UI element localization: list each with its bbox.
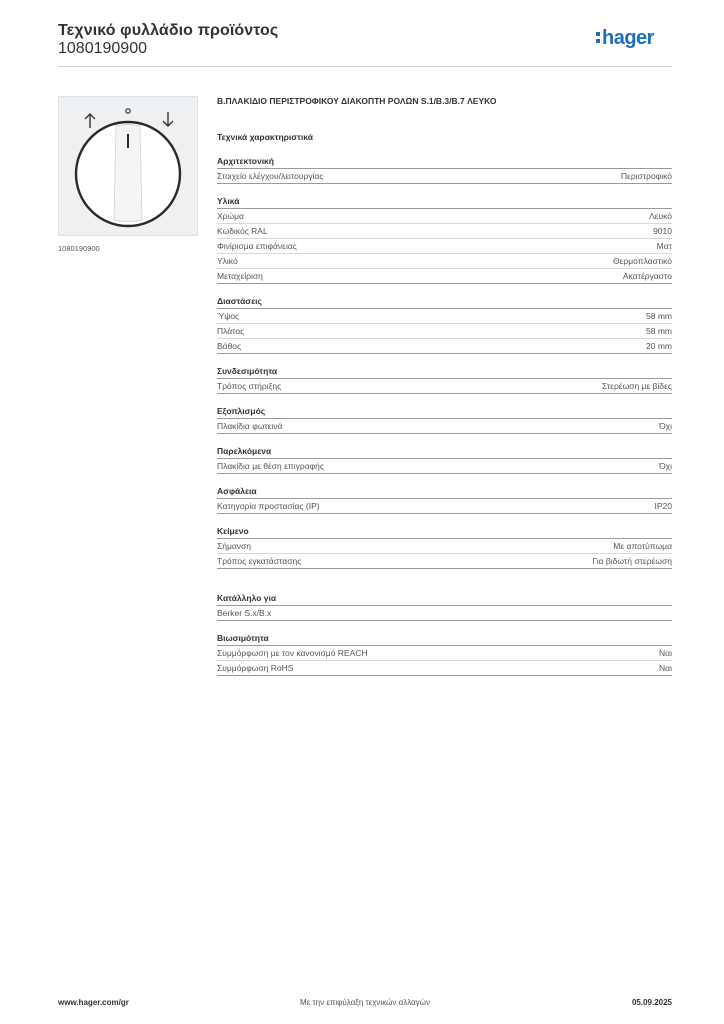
document-title: Τεχνικό φυλλάδιο προϊόντος	[58, 22, 279, 39]
hager-logo	[596, 26, 676, 54]
spec-group	[217, 154, 672, 184]
spec-value: Περιστροφικό	[620, 171, 672, 181]
spec-group	[217, 524, 672, 569]
position-dot-icon	[126, 109, 130, 113]
spec-value: Ναι	[659, 648, 672, 658]
spec-value: 20 mm	[646, 341, 672, 351]
spec-label: Μεταχείριση	[217, 271, 263, 281]
spec-row	[217, 338, 672, 354]
spec-value: Θερμοπλαστικό	[612, 256, 672, 266]
spec-label: Συμμόρφωση με τον κανονισμό REACH	[217, 648, 368, 658]
spec-label: Συμμόρφωση RoHS	[217, 663, 294, 673]
spec-group-title: Αρχιτεκτονική	[217, 156, 274, 166]
spec-group-title: Παρελκόμενα	[217, 446, 272, 456]
header-divider	[58, 66, 672, 67]
spec-row	[217, 418, 672, 434]
spec-label: Πλακίδια φωτεινά	[217, 421, 283, 431]
arrow-down-icon	[163, 112, 173, 126]
spec-value: Λευκό	[649, 211, 672, 221]
spec-label: Βάθος	[217, 341, 242, 351]
spec-groups	[217, 154, 672, 676]
spec-row	[217, 268, 672, 284]
spec-value: Ναι	[659, 663, 672, 673]
spec-row	[217, 553, 672, 569]
spec-group-title: Διαστάσεις	[217, 296, 262, 306]
spec-group-title: Κείμενο	[217, 526, 249, 536]
spec-value: Όχι	[659, 421, 672, 431]
spec-row	[217, 660, 672, 676]
spec-group-title: Συνδεσιμότητα	[217, 366, 278, 376]
spec-label: Σήμανση	[217, 541, 252, 551]
spec-value: 58 mm	[646, 311, 672, 321]
spec-label: Στοιχείο ελέγχου/λειτουργίας	[217, 171, 324, 181]
spec-label: Φινίρισμα επιφάνειας	[217, 241, 297, 251]
spec-value: 9010	[653, 226, 672, 236]
spec-group-title: Ασφάλεια	[217, 486, 257, 496]
spec-row	[217, 378, 672, 394]
spec-group	[217, 294, 672, 354]
section-title: Τεχνικά χαρακτηριστικά	[217, 132, 313, 142]
spec-value: Με αποτύπωμα	[613, 541, 672, 551]
spec-label: Υλικό	[217, 256, 238, 266]
spec-group	[217, 591, 672, 621]
spec-label: Ύψος	[217, 311, 240, 321]
spec-label: Χρώμα	[217, 211, 244, 221]
product-code: 1080190900	[58, 40, 147, 57]
spec-value: IP20	[654, 501, 672, 511]
spec-label: Πλάτος	[217, 326, 245, 336]
spec-group	[217, 444, 672, 474]
image-caption: 1080190900	[58, 244, 100, 253]
spec-group	[217, 631, 672, 676]
arrow-up-icon	[85, 114, 95, 128]
spec-group	[217, 364, 672, 394]
footer-url[interactable]: www.hager.com/gr	[58, 998, 129, 1007]
spec-label: Κατηγορία προστασίας (IP)	[217, 501, 320, 511]
spec-row	[217, 223, 672, 238]
product-name: Β.ΠΛΑΚΙΔΙΟ ΠΕΡΙΣΤΡΟΦΙΚΟΥ ΔΙΑΚΟΠΤΗ ΡΟΛΩΝ S.1/B.3/B.7 ΛΕΥΚΟ	[217, 96, 497, 106]
product-image	[58, 96, 198, 236]
spec-value: 58 mm	[646, 326, 672, 336]
spec-group-title: Υλικά	[217, 196, 240, 206]
spec-row	[217, 208, 672, 223]
footer-note: Με την επιφύλαξη τεχνικών αλλαγών	[300, 998, 430, 1007]
spec-label: Κωδικός RAL	[217, 226, 268, 236]
spec-row	[217, 605, 672, 621]
spec-group-title: Εξοπλισμός	[217, 406, 266, 416]
svg-text:hager: hager	[602, 27, 654, 49]
spec-value: Στερέωση με βίδες	[601, 381, 672, 391]
spec-row	[217, 458, 672, 474]
spec-row	[217, 538, 672, 553]
knob-icon	[76, 122, 180, 226]
spec-row	[217, 253, 672, 268]
spec-row	[217, 645, 672, 660]
spec-group-title: Βιωσιμότητα	[217, 633, 269, 643]
spec-group	[217, 404, 672, 434]
spec-label: Τρόπος εγκατάστασης	[217, 556, 302, 566]
spec-row	[217, 498, 672, 514]
spec-value: Για βιδωτή στερέωση	[592, 556, 672, 566]
spec-row	[217, 238, 672, 253]
spec-content	[217, 94, 672, 676]
spec-value: Ματ	[656, 241, 672, 251]
spec-label: Berker S.x/B.x	[217, 608, 272, 618]
spec-row	[217, 168, 672, 184]
spec-value: Όχι	[659, 461, 672, 471]
spec-group-title: Κατάλληλο για	[217, 593, 277, 603]
spec-value: Ακατέργαστο	[622, 271, 672, 281]
spec-group	[217, 194, 672, 284]
spec-row	[217, 323, 672, 338]
spec-label: Πλακίδια με θέση επιγραφής	[217, 461, 324, 471]
spec-group	[217, 484, 672, 514]
footer-date: 05.09.2025	[631, 998, 672, 1007]
spec-label: Τρόπος στήριξης	[217, 381, 282, 391]
spec-row	[217, 308, 672, 323]
